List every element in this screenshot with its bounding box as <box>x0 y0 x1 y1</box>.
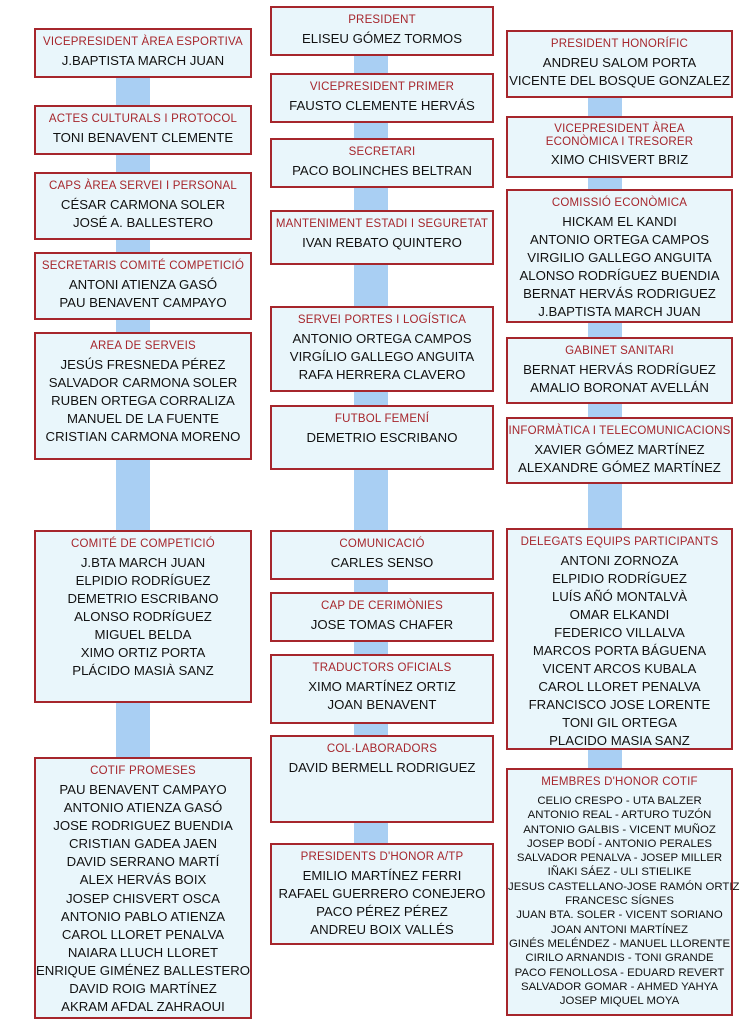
member-name: IVAN REBATO QUINTERO <box>302 235 462 250</box>
member-name: NAIARA LLUCH LLORET <box>67 944 219 960</box>
member-name: JUAN BTA. SOLER - VICENT SORIANO <box>516 909 723 922</box>
org-box-title: PRESIDENT HONORÍFIC <box>550 38 689 50</box>
org-box-title: MANTENIMENT ESTADI I SEGURETAT <box>275 218 489 230</box>
org-box-vicepresident-economica <box>506 116 733 178</box>
member-name: JOSEP MIQUEL MOYA <box>559 995 680 1008</box>
org-box-cap-cerimonies <box>270 592 494 642</box>
member-name: PAU BENAVENT CAMPAYO <box>59 295 227 310</box>
member-name: VIRGILIO GALLEGO ANGUITA <box>527 250 712 265</box>
member-name: JOSÉ A. BALLESTERO <box>73 215 213 230</box>
member-name: JOSE RODRIGUEZ BUENDIA <box>53 818 233 834</box>
member-name: LUÍS AÑÓ MONTALVÀ <box>551 589 688 604</box>
member-name: RUBEN ORTEGA CORRALIZA <box>51 393 235 408</box>
org-box-title: PRESIDENT <box>348 14 416 26</box>
member-name: GINÉS MELÉNDEZ - MANUEL LLORENTE <box>508 937 731 950</box>
org-box-title: PRESIDENTS D'HONOR A/TP <box>300 851 464 863</box>
member-name: ALONSO RODRÍGUEZ BUENDIA <box>519 268 720 283</box>
member-name: CIRILO ARNANDIS - TONI GRANDE <box>525 952 714 965</box>
org-box-title: COL·LABORADORS <box>326 743 438 755</box>
member-name: ELPIDIO RODRÍGUEZ <box>75 573 211 588</box>
org-box-presidents-honor <box>270 843 494 945</box>
org-box-title: DELEGATS EQUIPS PARTICIPANTS <box>520 536 719 548</box>
member-name: CAROL LLORET PENALVA <box>61 926 225 942</box>
member-name: RAFA HERRERA CLAVERO <box>298 367 466 382</box>
member-name: ANTONI ZORNOZA <box>560 553 679 568</box>
org-box-title: VICEPRESIDENT ÀREA ESPORTIVA <box>43 36 243 48</box>
org-box-title: VICEPRESIDENT ÀREA ECONÒMICA I TRESORER <box>545 123 694 148</box>
member-name: VIRGÍLIO GALLEGO ANGUITA <box>289 349 475 364</box>
org-box-vicepresident-primer <box>270 73 494 123</box>
org-box-membres-honor <box>506 768 740 1016</box>
member-name: ANTONIO ATIENZA GASÓ <box>63 800 223 816</box>
org-box-comissio-economica <box>506 189 733 323</box>
org-box-title: COMITÉ DE COMPETICIÓ <box>71 538 215 550</box>
member-name: CARLES SENSO <box>330 555 434 570</box>
org-box-title: AREA DE SERVEIS <box>90 340 196 352</box>
member-name: SALVADOR GOMAR - AHMED YAHYA <box>520 980 719 993</box>
member-name: XIMO MARTÍNEZ ORTIZ <box>308 679 456 694</box>
org-box-delegats-equips <box>506 528 733 750</box>
org-box-president-honorific <box>506 30 733 98</box>
member-name: PACO FENOLLOSA - EDUARD REVERT <box>514 966 725 979</box>
member-name: PLÁCIDO MASIÀ SANZ <box>72 663 214 678</box>
member-name: JESÚS FRESNEDA PÉREZ <box>60 357 226 372</box>
org-box-traductors <box>270 654 494 724</box>
member-name: OMAR ELKANDI <box>569 607 670 622</box>
org-box-title: COMISSIÓ ECONÒMICA <box>551 197 688 209</box>
member-name: TONI BENAVENT CLEMENTE <box>52 130 234 145</box>
member-name: EMILIO MARTÍNEZ FERRI <box>302 868 462 883</box>
member-name: ANTONIO ORTEGA CAMPOS <box>292 331 472 346</box>
org-box-cotif-promeses <box>34 757 252 1019</box>
member-name: JOAN ANTONI MARTÍNEZ <box>551 923 688 936</box>
org-box-title: FUTBOL FEMENÍ <box>334 413 430 425</box>
member-name: AKRAM AFDAL ZAHRAOUI <box>61 999 225 1015</box>
member-name: BERNAT HERVÁS RODRIGUEZ <box>523 286 716 301</box>
org-box-area-serveis <box>34 332 252 460</box>
member-name: MARCOS PORTA BÁGUENA <box>532 643 707 658</box>
member-name: PACO PÉREZ PÉREZ <box>316 904 448 919</box>
member-name: JOAN BENAVENT <box>327 697 437 712</box>
member-name: PLACIDO MASIA SANZ <box>549 733 690 748</box>
member-name: MIGUEL BELDA <box>94 627 192 642</box>
member-name: VICENTE DEL BOSQUE GONZALEZ <box>509 73 730 88</box>
org-box-servei-portes <box>270 306 494 392</box>
member-name: J.BTA MARCH JUAN <box>80 555 206 570</box>
org-box-actes-culturals <box>34 105 252 155</box>
member-name: IÑAKI SÁEZ - ULI STIELIKE <box>547 866 692 879</box>
member-name: J.BAPTISTA MARCH JUAN <box>61 53 225 68</box>
member-name: ANTONIO REAL - ARTURO TUZÓN <box>527 809 712 822</box>
org-box-vicepresident-esportiva <box>34 28 252 78</box>
org-box-title: SECRETARIS COMITÉ COMPETICIÓ <box>41 260 245 272</box>
org-box-title: ACTES CULTURALS I PROTOCOL <box>48 113 238 125</box>
member-name: BERNAT HERVÁS RODRÍGUEZ <box>523 362 716 377</box>
org-box-informatica <box>506 417 733 484</box>
member-name: DEMETRIO ESCRIBANO <box>306 430 458 445</box>
member-name: ANDREU BOIX VALLÉS <box>310 922 454 937</box>
member-name: AMALIO BORONAT AVELLÁN <box>530 380 709 395</box>
org-box-title: INFORMÀTICA I TELECOMUNICACIONS <box>508 425 731 437</box>
member-name: CAROL LLORET PENALVA <box>538 679 701 694</box>
member-name: PACO BOLINCHES BELTRAN <box>292 163 472 178</box>
org-box-secretari <box>270 138 494 188</box>
member-name: ELISEU GÓMEZ TORMOS <box>302 31 462 46</box>
member-name: HICKAM EL KANDI <box>562 214 677 229</box>
member-name: VICENT ARCOS KUBALA <box>542 661 697 676</box>
member-name: FRANCESC SÍGNES <box>565 895 674 908</box>
member-name: ELPIDIO RODRÍGUEZ <box>552 571 687 586</box>
member-name: J.BAPTISTA MARCH JUAN <box>538 304 701 319</box>
member-name: FRANCISCO JOSE LORENTE <box>528 697 711 712</box>
member-name: ANTONI ATIENZA GASÓ <box>68 277 218 292</box>
org-box-secretaris-comite <box>34 252 252 320</box>
member-name: TONI GIL ORTEGA <box>562 715 677 730</box>
org-box-title: TRADUCTORS OFICIALS <box>312 662 452 674</box>
member-name: DAVID BERMELL RODRIGUEZ <box>288 760 476 775</box>
member-name: ALEXANDRE GÓMEZ MARTÍNEZ <box>518 460 721 475</box>
org-box-president <box>270 6 494 56</box>
member-name: XIMO ORTIZ PORTA <box>80 645 206 660</box>
org-box-comite-competicio <box>34 530 252 703</box>
member-name: JOSEP BODÍ - ANTONIO PERALES <box>526 837 713 850</box>
member-name: CELIO CRESPO - UTA BALZER <box>537 795 702 807</box>
org-box-title: CAP DE CERIMÒNIES <box>320 600 444 612</box>
member-name: SALVADOR CARMONA SOLER <box>48 375 238 390</box>
member-name: CRISTIAN CARMONA MORENO <box>45 429 241 444</box>
org-box-title: MEMBRES D'HONOR COTIF <box>541 776 698 788</box>
member-name: PAU BENAVENT CAMPAYO <box>59 782 227 797</box>
member-name: CRISTIAN GADEA JAEN <box>68 836 218 852</box>
org-box-gabinet-sanitari <box>506 337 733 404</box>
member-name: MANUEL DE LA FUENTE <box>67 411 219 426</box>
member-name: JESUS CASTELLANO-JOSE RAMÓN ORTIZ <box>508 880 740 893</box>
member-name: ANDREU SALOM PORTA <box>542 55 697 70</box>
org-box-col-laboradors <box>270 735 494 823</box>
org-box-title: GABINET SANITARI <box>565 345 674 357</box>
member-name: JOSEP CHISVERT OSCA <box>66 890 220 906</box>
member-name: ANTONIO ORTEGA CAMPOS <box>529 232 710 247</box>
org-box-caps-area-servei <box>34 172 252 240</box>
member-name: SALVADOR PENALVA - JOSEP MILLER <box>516 852 723 865</box>
member-name: FEDERICO VILLALVA <box>554 625 685 640</box>
member-name: DAVID SERRANO MARTÍ <box>66 854 220 870</box>
org-box-title: COTIF PROMESES <box>90 765 196 777</box>
member-name: XIMO CHISVERT BRIZ <box>550 152 689 167</box>
member-name: JOSE TOMAS CHAFER <box>310 617 454 632</box>
member-name: CÉSAR CARMONA SOLER <box>60 197 226 212</box>
member-name: XAVIER GÓMEZ MARTÍNEZ <box>534 442 705 457</box>
org-box-title: VICEPRESIDENT PRIMER <box>309 81 455 93</box>
org-box-title: SECRETARI <box>348 146 416 158</box>
member-name: ENRIQUE GIMÉNEZ BALLESTERO <box>36 962 250 978</box>
org-box-futbol-femeni <box>270 405 494 470</box>
org-box-title: SERVEI PORTES I LOGÍSTICA <box>297 314 467 326</box>
org-box-title: CAPS ÀREA SERVEI I PERSONAL <box>49 180 237 192</box>
member-name: RAFAEL GUERRERO CONEJERO <box>278 886 486 901</box>
org-box-title: COMUNICACIÓ <box>339 538 425 550</box>
member-name: ALONSO RODRÍGUEZ <box>74 609 212 624</box>
member-name: DEMETRIO ESCRIBANO <box>67 591 219 606</box>
member-name: DAVID ROIG MARTÍNEZ <box>69 981 217 997</box>
member-name: ANTONIO GALBIS - VICENT MUÑOZ <box>523 823 716 836</box>
org-box-manteniment <box>270 210 494 265</box>
member-name: ANTONIO PABLO ATIENZA <box>60 908 226 924</box>
org-box-comunicacio <box>270 530 494 580</box>
member-name: ALEX HERVÁS BOIX <box>79 872 207 888</box>
member-name: FAUSTO CLEMENTE HERVÁS <box>289 98 475 113</box>
